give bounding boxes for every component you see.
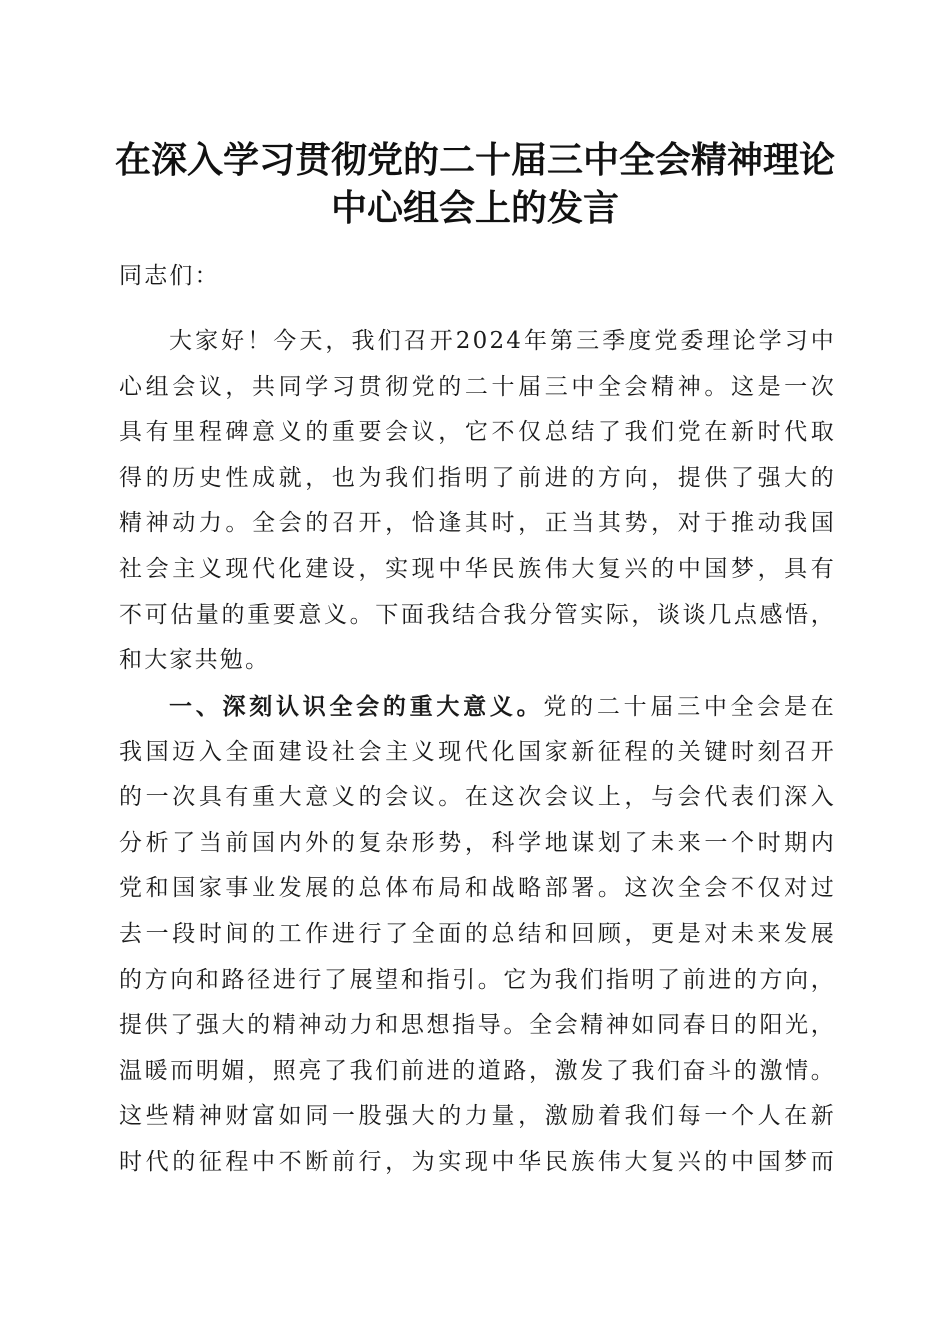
- text-line: 我国迈入全面建设社会主义现代化国家新征程的关键时刻召开: [119, 738, 836, 765]
- text-line: 不可估量的重要意义。下面我结合我分管实际，谈谈几点感悟，: [119, 601, 836, 628]
- text-line: 社会主义现代化建设，实现中华民族伟大复兴的中国梦，具有: [119, 555, 836, 582]
- text-line: 具有里程碑意义的重要会议，它不仅总结了我们党在新时代取: [119, 419, 836, 446]
- text-line: 的方向和路径进行了展望和指引。它为我们指明了前进的方向，: [119, 966, 836, 993]
- paragraph-intro: [119, 319, 836, 684]
- text-line: 的一次具有重大意义的会议。在这次会议上，与会代表们深入: [119, 784, 836, 811]
- text-line: 心组会议，共同学习贯彻党的二十届三中全会精神。这是一次: [119, 373, 836, 400]
- text-line: 时代的征程中不断前行，为实现中华民族伟大复兴的中国梦而: [119, 1148, 836, 1175]
- document-title-line-1: 在深入学习贯彻党的二十届三中全会精神理论: [114, 139, 835, 181]
- text-line: 大家好！今天，我们召开2024年第三季度党委理论学习中: [169, 328, 836, 354]
- text-line: 得的历史性成就，也为我们指明了前进的方向，提供了强大的: [119, 464, 836, 491]
- text-line: 党和国家事业发展的总体布局和战略部署。这次全会不仅对过: [119, 875, 836, 902]
- section-first-line-text: 党的二十届三中全会是在: [543, 694, 836, 720]
- text-line: 温暖而明媚，照亮了我们前进的道路，激发了我们奋斗的激情。: [119, 1057, 836, 1084]
- salutation: 同志们：: [119, 263, 220, 289]
- text-line: 提供了强大的精神动力和思想指导。全会精神如同春日的阳光，: [119, 1012, 836, 1039]
- text-line: 这些精神财富如同一股强大的力量，激励着我们每一个人在新: [119, 1103, 836, 1130]
- text-line: 去一段时间的工作进行了全面的总结和回顾，更是对未来发展: [119, 920, 836, 947]
- paragraph-section-1: [119, 684, 836, 1186]
- document-title-line-2: 中心组会上的发言: [330, 187, 619, 229]
- text-line: 和大家共勉。: [119, 647, 271, 674]
- section-first-line: [119, 684, 836, 730]
- text-line: 分析了当前国内外的复杂形势，科学地谋划了未来一个时期内: [119, 829, 836, 856]
- section-heading: 一、深刻认识全会的重大意义。: [169, 693, 544, 720]
- text-line: 精神动力。全会的召开，恰逢其时，正当其势，对于推动我国: [119, 510, 836, 537]
